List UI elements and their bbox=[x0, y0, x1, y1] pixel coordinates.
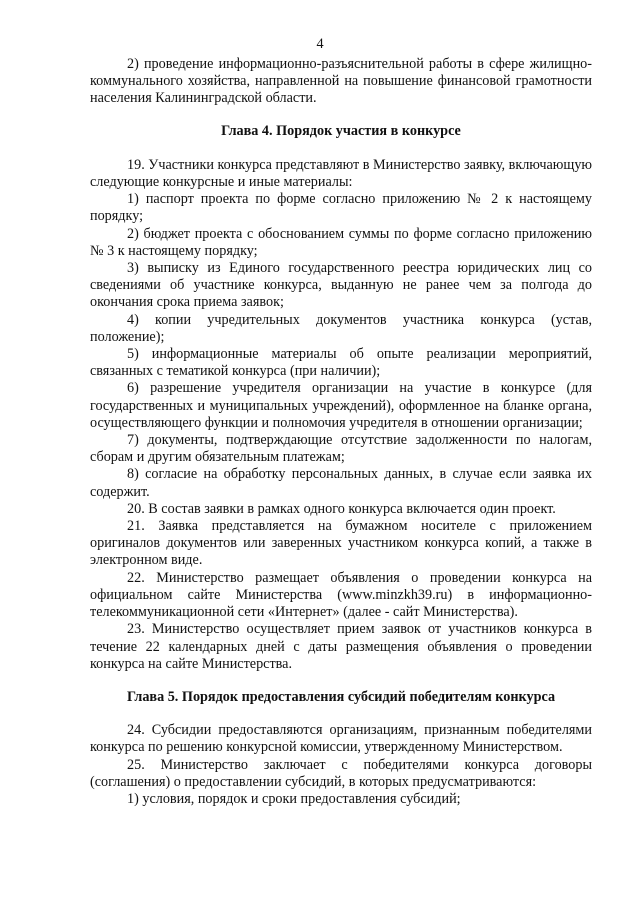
paragraph-item-2-info-work: 2) проведение информационно-разъяснительной работы в сфере жилищно-коммунального хозяйства, направленной на повышение финансовой грамотности населения Калининградской области. bbox=[90, 56, 592, 107]
list-item-7-no-debt-docs: 7) документы, подтверждающие отсутствие задолженности по налогам, сборам и другим обязательным платежам; bbox=[90, 432, 592, 466]
document-body bbox=[90, 56, 592, 808]
paragraph-24: 24. Субсидии предоставляются организациям, признанным победителями конкурса по решению конкурсной комиссии, утвержденному Министерством. bbox=[90, 722, 592, 756]
list-item-4-founding-docs: 4) копии учредительных документов участника конкурса (устав, положение); bbox=[90, 311, 592, 345]
list-item-3-registry-extract: 3) выписку из Единого государственного реестра юридических лиц со сведениями об участнике конкурса, выданную не ранее чем за полгода до окончания срока приема заявок; bbox=[90, 260, 592, 311]
list-item-6-founder-permission: 6) разрешение учредителя организации на участие в конкурсе (для государственных и муниципальных учреждений), оформленное на бланке органа, осуществляющего функции и полномочия учредителя в отношении организации; bbox=[90, 380, 592, 431]
chapter-4-heading: Глава 4. Порядок участия в конкурсе bbox=[221, 122, 461, 139]
paragraph-25: 25. Министерство заключает с победителями конкурса договоры (соглашения) о предоставлении субсидий, в которых предусматриваются: bbox=[90, 756, 592, 790]
list-item-2-budget: 2) бюджет проекта с обоснованием суммы по форме согласно приложению № 3 к настоящему порядку; bbox=[90, 225, 592, 259]
paragraph-23: 23. Министерство осуществляет прием заявок от участников конкурса в течение 22 календарных дней с даты размещения объявления о проведении конкурса на сайте Министерства. bbox=[90, 621, 592, 672]
page-number: 4 bbox=[316, 36, 324, 52]
paragraph-21: 21. Заявка представляется на бумажном носителе с приложением оригиналов документов или заверенных участником конкурса копий, а также в электронном виде. bbox=[90, 518, 592, 569]
chapter-5-heading: Глава 5. Порядок предоставления субсидий победителям конкурса bbox=[126, 688, 556, 705]
list-item-5-info-materials: 5) информационные материалы об опыте реализации мероприятий, связанных с тематикой конкурса (при наличии); bbox=[90, 346, 592, 380]
paragraph-20: 20. В состав заявки в рамках одного конкурса включается один проект. bbox=[127, 500, 556, 517]
list-item-1-passport: 1) паспорт проекта по форме согласно приложению № 2 к настоящему порядку; bbox=[90, 191, 592, 225]
paragraph-19: 19. Участники конкурса представляют в Министерство заявку, включающую следующие конкурсные и иные материалы: bbox=[90, 156, 593, 191]
paragraph-22: 22. Министерство размещает объявления о проведении конкурса на официальном сайте Министерства (www.minzkh39.ru) в информационно-телекоммуникационной сети «Интернет» (далее - сайт Министерства). bbox=[90, 569, 592, 621]
list-item-8-personal-data-consent: 8) согласие на обработку персональных данных, в случае если заявка их содержит. bbox=[90, 466, 592, 500]
list-item-1-conditions: 1) условия, порядок и сроки предоставления субсидий; bbox=[127, 790, 461, 807]
